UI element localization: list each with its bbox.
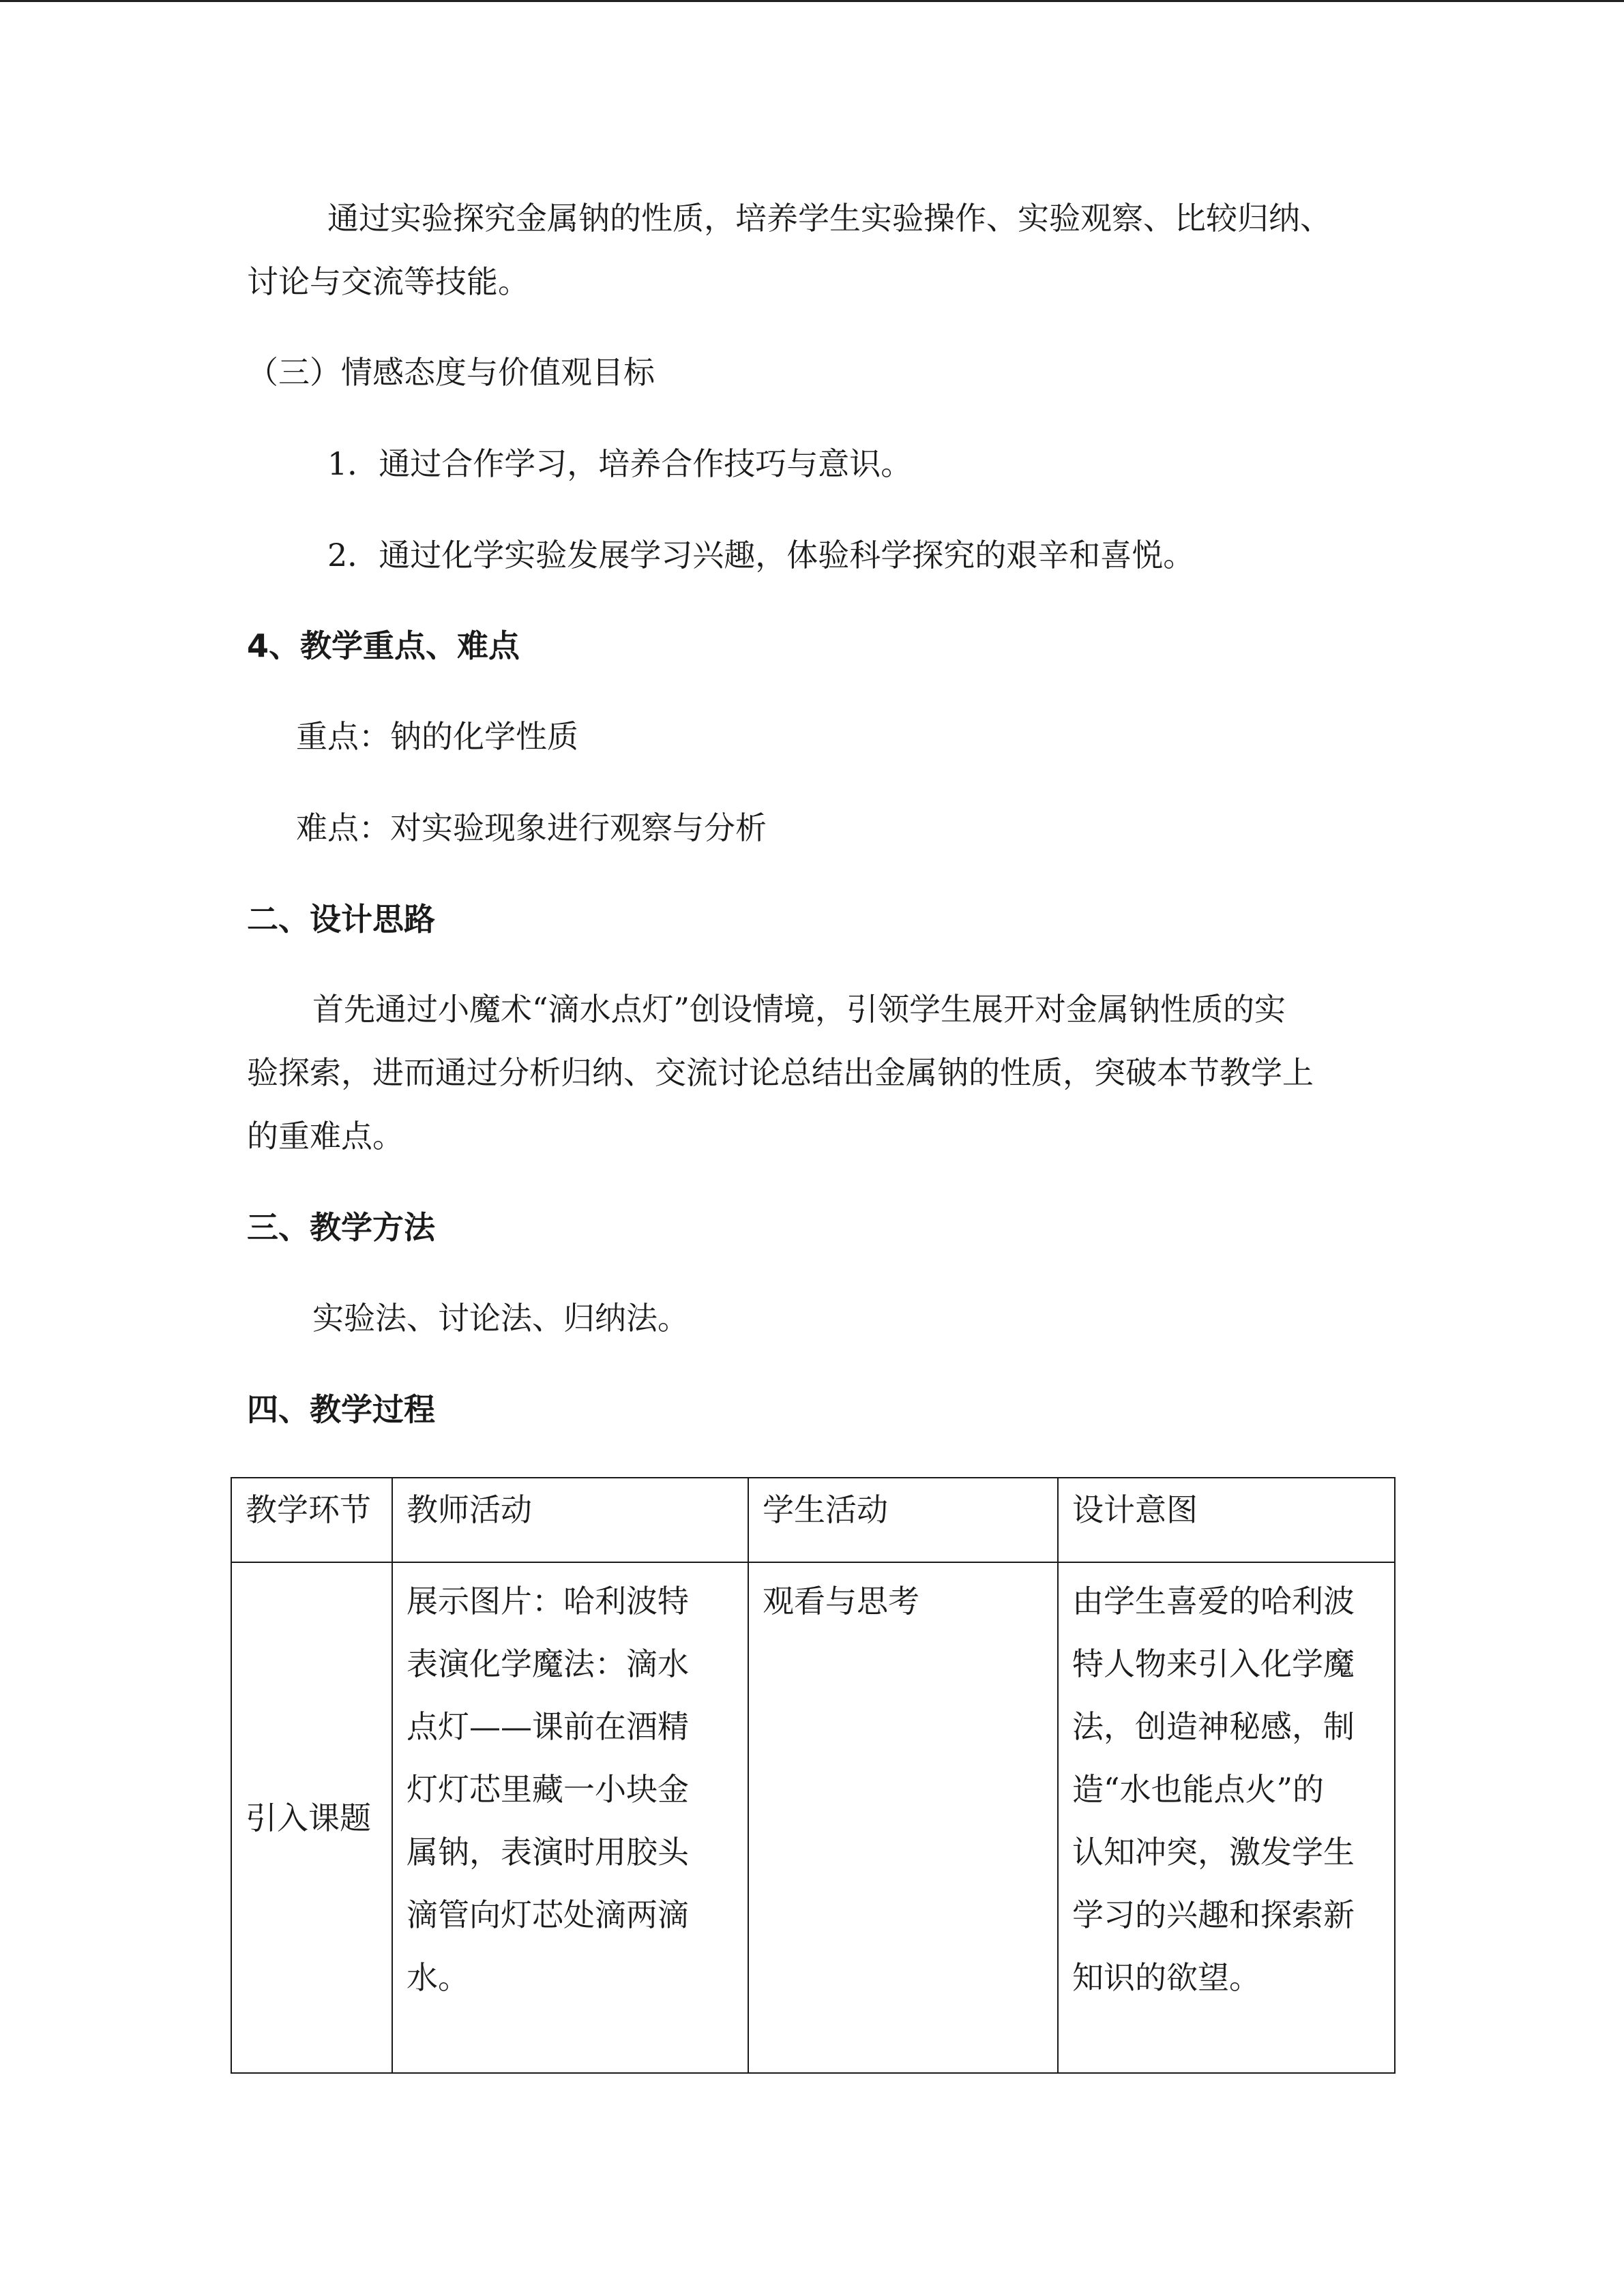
teacher-p2-line: 滴管向灯芯处滴两滴 [407, 1896, 689, 1933]
table-row [231, 1562, 1395, 2073]
teacher-p2-line: 灯灯芯里藏一小块金 [407, 1771, 689, 1808]
section-4-heading: 4、教学重点、难点 [247, 627, 520, 664]
process-heading: 四、教学过程 [247, 1391, 435, 1428]
intent-line: 由学生喜爱的哈利波 [1072, 1583, 1355, 1620]
teacher-p2-line: 表演化学魔法：滴水 [407, 1645, 689, 1682]
cell-student: 观看与思考 [748, 1562, 1058, 2073]
difficulty: 难点：对实验现象进行观察与分析 [296, 809, 767, 846]
teacher-p2-line: 属钠，表演时用胶头 [407, 1834, 689, 1870]
design-line-2: 验探索，进而通过分析归纳、交流讨论总结出金属钠的性质，突破本节教学上 [247, 1054, 1314, 1091]
cell-stage: 引入课题 [231, 1562, 392, 2073]
section-3-item-2: 2．通过化学实验发展学习兴趣，体验科学探究的艰辛和喜悦。 [327, 537, 1195, 573]
intent-line: 知识的欲望。 [1072, 1959, 1260, 1996]
header-intent: 设计意图 [1058, 1478, 1395, 1562]
page-top-border [0, 0, 1624, 2]
header-teacher: 教师活动 [392, 1478, 748, 1562]
methods-heading: 三、教学方法 [247, 1209, 435, 1246]
design-line-1: 首先通过小魔术“滴水点灯”创设情境，引领学生展开对金属钠性质的实 [312, 991, 1286, 1028]
cell-teacher [392, 1562, 748, 2073]
intent-line: 学习的兴趣和探索新 [1072, 1896, 1355, 1933]
section-3-heading: （三）情感态度与价值观目标 [247, 354, 655, 391]
methods-text: 实验法、讨论法、归纳法。 [312, 1300, 689, 1337]
table-header-row [231, 1478, 1395, 1562]
design-heading: 二、设计思路 [247, 901, 435, 938]
intent-line: 法，创造神秘感，制 [1072, 1708, 1355, 1745]
key-point: 重点：钠的化学性质 [296, 718, 578, 755]
process-table [231, 1477, 1394, 2074]
header-stage: 教学环节 [231, 1478, 392, 1562]
intent-line: 特人物来引入化学魔 [1072, 1645, 1355, 1682]
teacher-p2-line: 水。 [407, 1959, 469, 1996]
section-3-item-1: 1．通过合作学习，培养合作技巧与意识。 [327, 445, 913, 482]
teacher-p1: 展示图片：哈利波特 [407, 1583, 689, 1620]
teacher-p2-line: 点灯——课前在酒精 [407, 1708, 689, 1745]
intent-line: 造“水也能点火”的 [1072, 1771, 1325, 1808]
intent-line: 认知冲突，激发学生 [1072, 1834, 1355, 1870]
design-line-3: 的重难点。 [247, 1118, 404, 1154]
header-student: 学生活动 [748, 1478, 1058, 1562]
skills-line-2: 讨论与交流等技能。 [247, 263, 529, 300]
cell-intent [1058, 1562, 1395, 2073]
skills-line-1: 通过实验探究金属钠的性质，培养学生实验操作、实验观察、比较归纳、 [327, 200, 1331, 237]
